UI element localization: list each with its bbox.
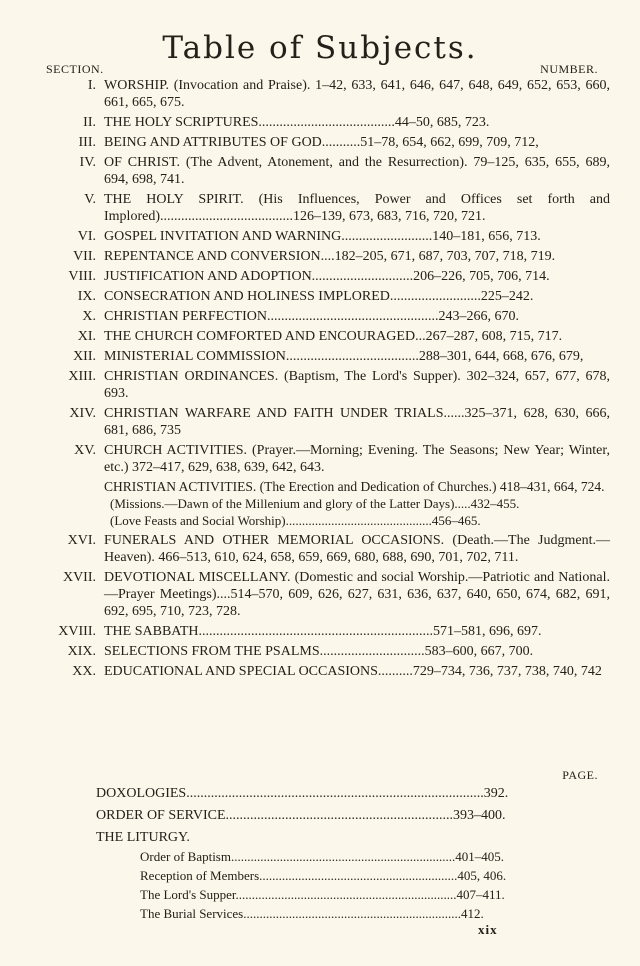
entry-text: CHURCH ACTIVITIES. (Prayer.—Morning; Evening. The Seasons; New Year; Winter, etc.) 372–417, 629, 638, 639, 642, 643. [104,443,610,475]
entry-v [40,191,610,225]
entry-xiii [40,368,610,402]
entry-xiv [40,405,610,439]
entry-number: VIII. [68,269,96,284]
entry-text: WORSHIP. (Invocation and Praise). 1–42, 633, 641, 646, 647, 648, 649, 652, 653, 660, 661, 665, 675. [104,78,610,110]
entry-xii [40,348,610,365]
entry-text: SELECTIONS FROM THE PSALMS..............................583–600, 667, 700. [104,644,534,659]
entry-number: IV. [79,155,96,170]
entry-number: XI. [77,329,96,344]
entry-number: XVIII. [58,624,96,639]
entry-text: THE SABBATH...................................................................571–581, 696, 697. [104,624,542,639]
entry-text: EDUCATIONAL AND SPECIAL OCCASIONS..........729–734, 736, 737, 738, 740, 742 [104,664,602,679]
page-title: Table of Subjects. [162,30,478,66]
entry-xviii [40,623,610,640]
entry-xx [40,663,610,680]
entry-number: XIX. [67,644,96,659]
entry-text: FUNERALS AND OTHER MEMORIAL OCCASIONS. (Death.—The Judgment.—Heaven). 466–513, 610, 624, 658, 659, 669, 680, 688, 690, 701, 702, 711. [104,533,610,565]
entry-xix [40,643,610,660]
entry-number: XIV. [69,406,96,421]
entry-iii [40,134,610,151]
entry-number: XVII. [62,570,96,585]
page-folio: xix [478,922,498,937]
entry-xvi [40,532,610,566]
entry-viii [40,268,610,285]
entry-text: CHRISTIAN ORDINANCES. (Baptism, The Lord's Supper). 302–324, 657, 677, 678, 693. [104,369,610,401]
entry-text: THE CHURCH COMFORTED AND ENCOURAGED...267–287, 608, 715, 717. [104,329,563,344]
entry-x [40,308,610,325]
entry-vi [40,228,610,245]
page-column-header: PAGE. [562,768,598,782]
entry-number: II. [83,115,96,130]
entry-i [40,77,610,111]
entry-number: VI. [77,229,96,244]
liturgy-heading: THE LITURGY. [96,830,190,845]
entry-iv [40,154,610,188]
number-column-header: NUMBER. [540,62,598,76]
liturgy-item: The Lord's Supper....................................................................407–411. [140,887,505,902]
entry-number: XII. [73,349,96,364]
section-column-header: SECTION. [46,62,104,76]
entry-number: XV. [74,443,96,458]
entry-text: OF CHRIST. (The Advent, Atonement, and the Resurrection). 79–125, 635, 655, 689, 694, 698, 741. [104,155,610,187]
entry-text: REPENTANCE AND CONVERSION....182–205, 671, 687, 703, 707, 718, 719. [104,249,556,264]
subentry-missions: (Missions.—Dawn of the Millenium and glory of the Latter Days).....432–455. [110,496,520,511]
entry-text: CHRISTIAN PERFECTION.................................................243–266, 670. [104,309,519,324]
entry-text: DEVOTIONAL MISCELLANY. (Domestic and social Worship.—Patriotic and National.—Prayer Meetings)....514–570, 609, 626, 627, 631, 636, 637, 640, 650, 674, 682, 691, 692, 695, 710, 723, 728. [104,570,610,619]
entry-xi [40,328,610,345]
entry-text: THE HOLY SCRIPTURES.......................................44–50, 685, 723. [104,115,490,130]
appendix-list [96,780,608,922]
entry-number: XIII. [68,369,96,384]
entry-text: MINISTERIAL COMMISSION......................................288–301, 644, 668, 676, 679, [104,349,584,364]
order-of-service-entry: ORDER OF SERVICE.................................................................393–400. [96,808,506,823]
subentry-christian-activities: CHRISTIAN ACTIVITIES. (The Erection and Dedication of Churches.) 418–431, 664, 724. [104,479,605,494]
entry-text: BEING AND ATTRIBUTES OF GOD...........51–78, 654, 662, 699, 709, 712, [104,135,539,150]
entry-number: XX. [72,664,96,679]
entry-text: CHRISTIAN WARFARE AND FAITH UNDER TRIALS......325–371, 628, 630, 666, 681, 686, 735 [104,406,610,438]
entry-number: XVI. [67,533,96,548]
subentry-love-feasts: (Love Feasts and Social Worship).............................................456–465. [110,513,481,528]
entry-number: I. [87,78,96,93]
liturgy-item: Order of Baptism.....................................................................401–405. [140,849,504,864]
table-of-subjects [40,74,610,680]
doxologies-entry: DOXOLOGIES.....................................................................................392. [96,786,509,801]
liturgy-item: Reception of Members.............................................................405, 406. [140,868,507,883]
entry-text: CONSECRATION AND HOLINESS IMPLORED..........................225–242. [104,289,534,304]
entry-number: VII. [73,249,96,264]
entry-xvii [40,569,610,620]
entry-text: THE HOLY SPIRIT. (His Influences, Power and Offices set forth and Implored)......................................126–139, 673, 683, 716, 720, 721. [104,192,610,224]
entry-vii [40,248,610,265]
liturgy-item: The Burial Services...................................................................412. [140,906,484,921]
entry-number: V. [84,192,96,207]
entry-ii [40,114,610,131]
entry-number: III. [78,135,96,150]
entry-text: JUSTIFICATION AND ADOPTION.............................206–226, 705, 706, 714. [104,269,550,284]
entry-text: GOSPEL INVITATION AND WARNING..........................140–181, 656, 713. [104,229,541,244]
entry-xv [40,442,610,476]
entry-ix [40,288,610,305]
entry-number: IX. [77,289,96,304]
entry-number: X. [82,309,96,324]
